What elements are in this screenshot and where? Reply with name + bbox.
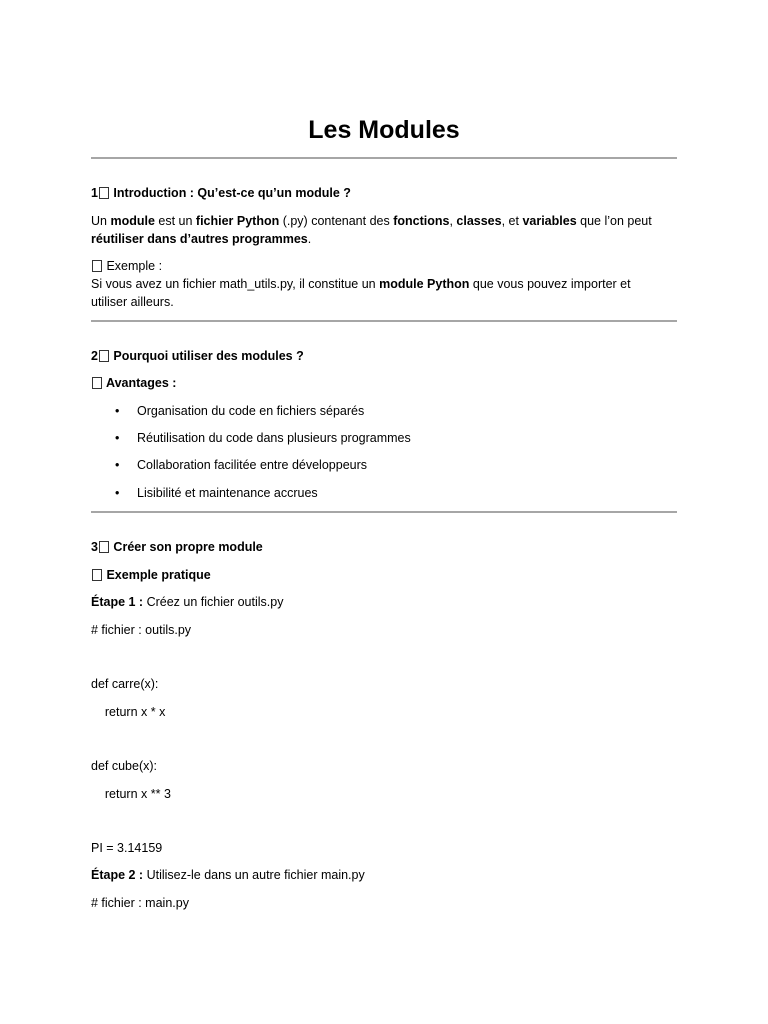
keycap-icon [99,541,109,553]
code-line: # fichier : outils.py [91,623,192,637]
list-item: Organisation du code en fichiers séparés [137,404,365,418]
code-line: return x ** 3 [91,787,171,801]
bulb-icon [92,260,102,272]
list-item: Lisibilité et maintenance accrues [137,486,318,500]
code-line: def carre(x): [91,677,159,691]
section-number: 3 [91,540,98,554]
page-title: Les Modules [308,116,460,144]
check-icon [92,377,102,389]
advantages-label: Avantages : [91,374,677,392]
section-number: 2 [91,349,98,363]
section-heading-text: Créer son propre module [109,540,263,554]
code-line: return x * x [91,705,166,719]
bullet: • [115,486,120,500]
paragraph-line: Un module est un fichier Python (.py) contenant des fonctions, classes, et variables que l’on peut [91,214,652,228]
section-heading-text: Pourquoi utiliser des modules ? [109,349,304,363]
example-label: Exemple : [91,257,677,275]
section-2-heading [91,347,677,365]
section-1-heading [91,184,677,202]
paragraph-line: Si vous avez un fichier math_utils.py, il constitue un module Python que vous pouvez importer et [91,277,631,291]
step-2: Étape 2 : Utilisez-le dans un autre fichier main.py [91,868,365,882]
bullet: • [115,404,120,418]
code-line: def cube(x): [91,759,158,773]
bullet: • [115,458,120,472]
section-heading-text: Introduction : Qu’est-ce qu’un module ? [109,186,351,200]
divider [91,157,677,159]
bullet: • [115,431,120,445]
section-3-heading [91,538,677,556]
keycap-icon [99,350,109,362]
paragraph-line: utiliser ailleurs. [91,295,174,309]
code-line: PI = 3.14159 [91,841,163,855]
list-item: Réutilisation du code dans plusieurs programmes [137,431,411,445]
code-line: # fichier : main.py [91,896,189,910]
keycap-icon [99,187,109,199]
list-item: Collaboration facilitée entre développeurs [137,458,368,472]
paragraph-line: réutiliser dans d’autres programmes. [91,232,312,246]
section-number: 1 [91,186,98,200]
step-1: Étape 1 : Créez un fichier outils.py [91,595,284,609]
divider [91,511,677,513]
tools-icon [92,569,102,581]
divider [91,320,677,322]
practical-example-label: Exemple pratique [91,566,677,584]
